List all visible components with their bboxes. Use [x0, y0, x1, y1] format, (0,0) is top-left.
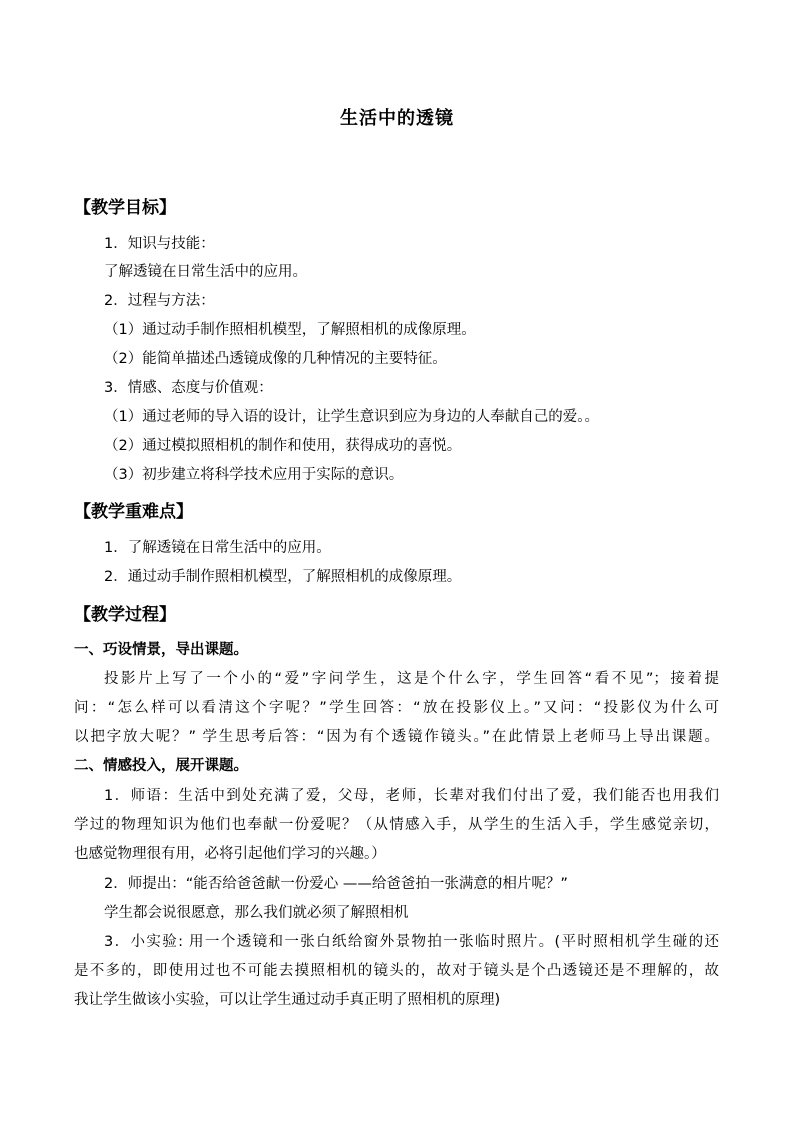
process-part2-line: 3．小实验: 用一个透镜和一张白纸给窗外景物拍一张临时照片。(平时照相机学生碰的还 [104, 934, 719, 950]
process-part2-line: 1．师语：生活中到处充满了爱，父母，老师，长辈对我们付出了爱，我们能否也用我们 [104, 788, 719, 804]
process-part1-line: 投影片上写了一个小的“爱”字问学生，这是个什么字，学生回答“看不见”；接着提 [104, 671, 719, 687]
goals-line: （1）通过老师的导入语的设计，让学生意识到应为身边的人奉献自己的爱。。 [104, 409, 599, 425]
goals-line: 2．过程与方法： [104, 293, 215, 309]
goals-line: （1）通过动手制作照相机模型，了解照相机的成像原理。 [104, 322, 476, 338]
goals-line: （2）通过模拟照相机的制作和使用，获得成功的喜悦。 [104, 438, 462, 454]
key-points-line: 2．通过动手制作照相机模型，了解照相机的成像原理。 [104, 569, 462, 585]
process-part2-line: 学过的物理知识为他们也奉献一份爱呢？（从情感入手，从学生的生活入手，学生感觉亲切， [74, 817, 719, 833]
process-part1-heading: 一、巧设情景，导出课题。 [74, 642, 248, 658]
section-heading-goals: 【教学目标】 [74, 198, 176, 218]
process-part1-line: 问：“怎么样可以看清这个字呢？”学生回答：“放在投影仪上。”又问：“投影仪为什么可 [74, 700, 719, 716]
document-title: 生活中的透镜 [340, 108, 454, 129]
process-part1-line: 以把字放大呢？” 学生思考后答：“因为有个透镜作镜头。”在此情景上老师马上导出课题。 [74, 729, 719, 745]
section-heading-key-points: 【教学重难点】 [74, 502, 193, 522]
process-part2-line: 2．师提出：“能否给爸爸献一份爱心 ——给爸爸拍一张满意的相片呢？” [104, 876, 568, 892]
process-part2-line: 我让学生做该小实验，可以让学生通过动手真正明了照相机的原理) [74, 992, 501, 1008]
process-part2-heading: 二、情感投入，展开课题。 [74, 758, 248, 774]
process-part2-line: 是不多的，即使用过也不可能去摸照相机的镜头的，故对于镜头是个凸透镜还是不理解的，故 [74, 963, 719, 979]
goals-line: 1．知识与技能： [104, 236, 215, 252]
key-points-line: 1．了解透镜在日常生活中的应用。 [104, 540, 331, 556]
goals-line: （3）初步建立将科学技术应用于实际的意识。 [104, 467, 404, 483]
goals-line: 了解透镜在日常生活中的应用。 [104, 264, 307, 280]
goals-line: （2）能简单描述凸透镜成像的几种情况的主要特征。 [104, 351, 447, 367]
goals-line: 3．情感、态度与价值观： [104, 380, 273, 396]
process-part2-line: 也感觉物理很有用，必将引起他们学习的兴趣。） [74, 846, 386, 862]
process-part2-line: 学生都会说很愿意，那么我们就必须了解照相机 [104, 905, 409, 921]
section-heading-process: 【教学过程】 [74, 605, 176, 625]
